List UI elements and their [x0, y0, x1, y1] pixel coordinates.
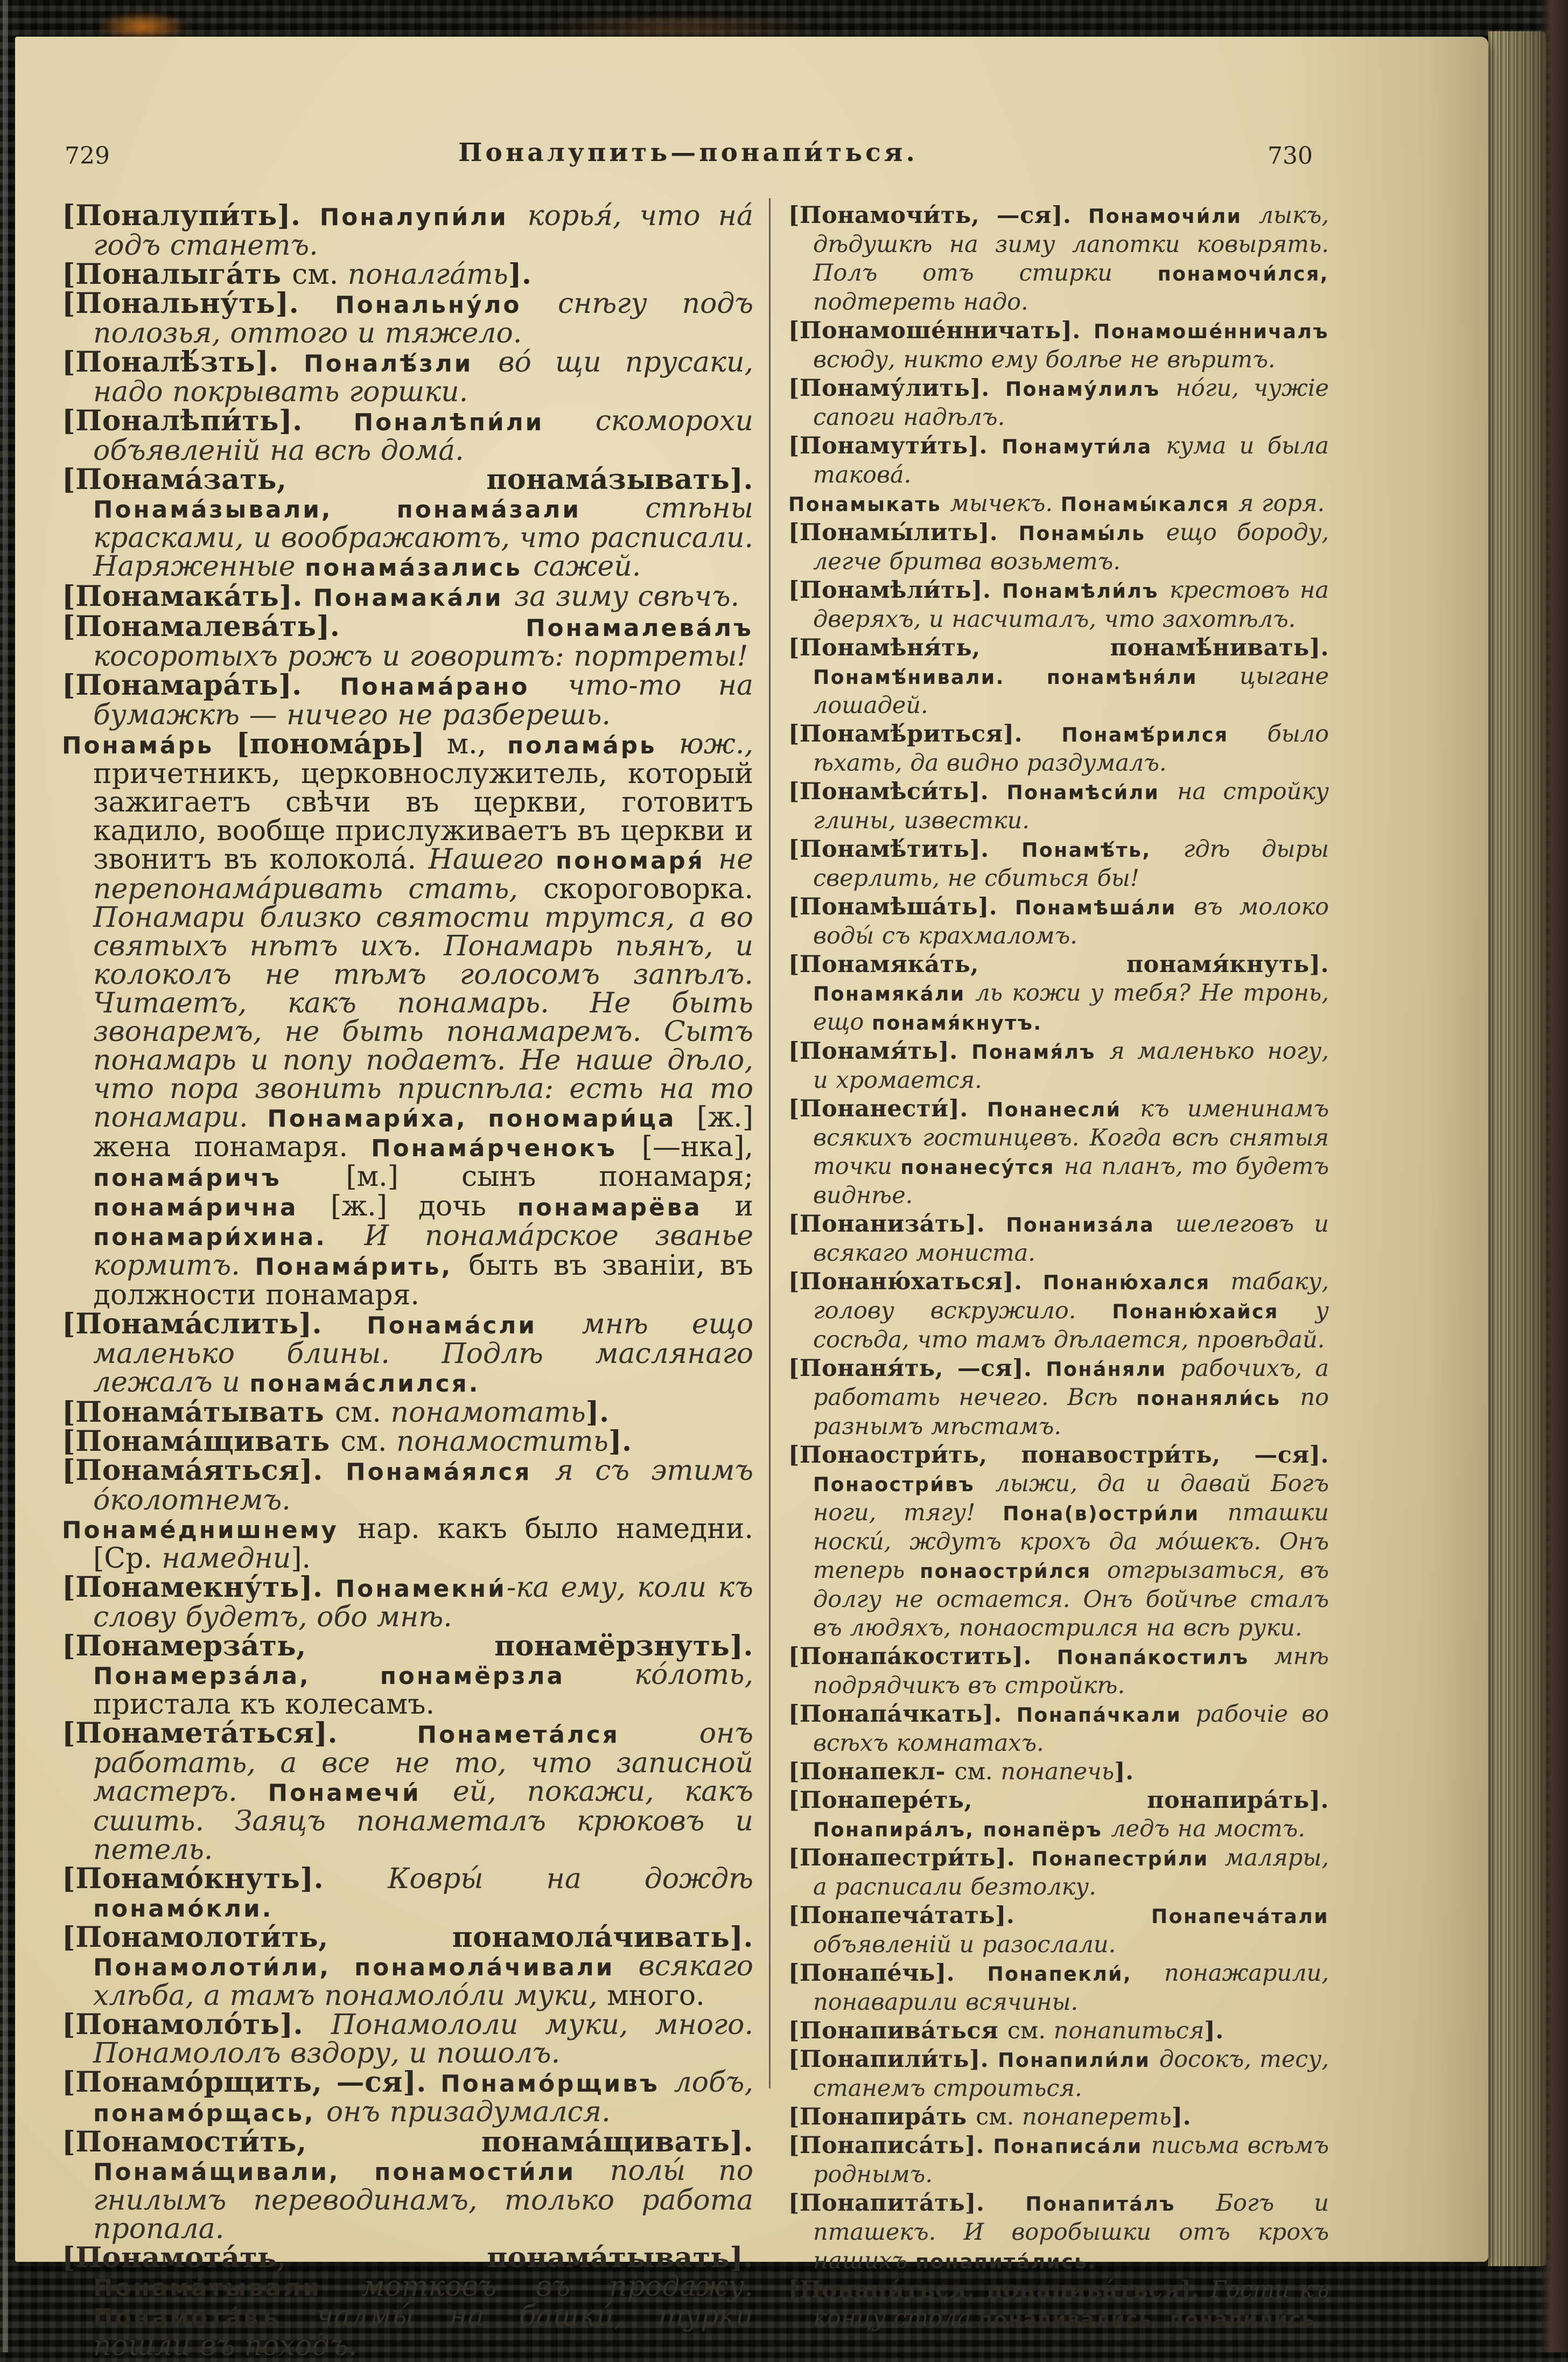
- entry-headword: [Понамекну́ть].: [62, 1571, 335, 1604]
- entry-boldword: Понама́зывали, понама́зали: [93, 496, 646, 523]
- entry-boldword: полама́рь: [507, 732, 680, 759]
- entry-boldword: Понама́рченокъ: [371, 1135, 642, 1162]
- dictionary-entry: [788, 1268, 1329, 1354]
- entry-boldword: понама́рична: [93, 1194, 331, 1221]
- entry-boldword: Понамоше́нничалъ: [1094, 320, 1329, 343]
- dictionary-entry: [788, 720, 1329, 778]
- entry-text: отгрызаться, въ долгу не остается. Онъ бойчѣе сталъ въ людяхъ, понаострился на всѣ руки.: [813, 1557, 1329, 1641]
- entry-text: понажарили, понаварили всячины.: [813, 1960, 1329, 2016]
- entry-text: пристала къ колесамъ.: [93, 1688, 435, 1721]
- entry-boldword: понамарёва: [517, 1194, 735, 1221]
- entry-boldword: Понамути́ла: [1002, 435, 1166, 458]
- entry-headword: ].: [1114, 1758, 1134, 1785]
- entry-text: понапечь: [1000, 1758, 1115, 1785]
- entry-text: [ж.] дочь: [331, 1190, 517, 1222]
- entry-headword: [Понаписа́ть].: [788, 2132, 993, 2159]
- dictionary-entry: [788, 1210, 1329, 1268]
- entry-text: мычекъ.: [950, 490, 1061, 517]
- entry-headword: [Понапере́ть, понапира́ть].: [788, 1787, 1329, 1814]
- entry-headword: [Понапи́ться, понапива́ться].: [788, 2276, 1211, 2303]
- entry-headword: [Поналѣпи́ть].: [62, 404, 354, 437]
- entry-headword: [Понамо́кнуть].: [62, 1862, 388, 1895]
- entry-text: понамотать: [390, 1396, 586, 1429]
- entry-boldword: Понама́тывали: [93, 2274, 362, 2302]
- entry-headword: [Понамѣня́ть, понамѣ́нивать].: [788, 634, 1329, 661]
- dictionary-entry: [788, 519, 1329, 576]
- entry-boldword: Понамѣ́ть,: [1021, 838, 1184, 862]
- entry-boldword: Понапа́чкали: [1016, 1703, 1196, 1727]
- dictionary-entry: [788, 317, 1329, 374]
- dictionary-entry: [788, 1095, 1329, 1210]
- dictionary-entry: [788, 2103, 1329, 2132]
- entry-text: ко́лоть,: [634, 1659, 753, 1691]
- entry-text: понапиться: [1053, 2017, 1205, 2044]
- entry-boldword: Понапа́костилъ: [1056, 1646, 1275, 1669]
- entry-text: снѣгу подъ полозья, оттого и тяжело.: [93, 288, 753, 350]
- entry-headword: [Понапестри́ть].: [788, 1844, 1032, 1871]
- entry-text: пташки носки́, ждутъ крохъ да мо́шекъ. Онъ теперь: [813, 1499, 1329, 1584]
- column-divider-rule: [769, 198, 771, 2088]
- entry-boldword: Понанесли́: [987, 1098, 1140, 1121]
- dictionary-entry: [788, 893, 1329, 951]
- dictionary-entry: [62, 2010, 753, 2068]
- entry-boldword: Понамочи́ли: [1088, 205, 1259, 228]
- dictionary-entry: [62, 260, 753, 289]
- entry-text: я маленько ногу, и хромается.: [813, 1038, 1329, 1094]
- entry-headword: [Понанести́].: [788, 1095, 987, 1122]
- entry-headword: [Поналыга́ть: [62, 258, 292, 291]
- entry-boldword: Понамари́ха, пономари́ца: [267, 1105, 697, 1133]
- entry-text: косоротыхъ рожъ и говоритъ: портреты!: [93, 640, 748, 673]
- entry-text: чалмы́ на башки́, турки пошли въ походъ.: [93, 2300, 753, 2362]
- entry-boldword: Понамы́кался: [1060, 493, 1238, 516]
- entry-boldword: Понама́рь: [62, 732, 236, 759]
- entry-text: быть въ званіи, въ должности понамаря.: [93, 1249, 753, 1311]
- entry-text: Ковры́ на дождѣ: [388, 1863, 753, 1895]
- entry-boldword: Понамо́рщивъ: [440, 2070, 674, 2098]
- entry-headword: ].: [585, 1396, 610, 1429]
- dictionary-entry: [62, 612, 753, 671]
- dictionary-entry: [62, 2241, 753, 2362]
- entry-headword: [Понамѣси́ть].: [788, 778, 1007, 805]
- entry-boldword: Понамя́лъ: [971, 1040, 1110, 1064]
- dictionary-entry: [62, 1515, 753, 1573]
- entry-headword: [Понапа́костить].: [788, 1643, 1057, 1670]
- entry-text: м.,: [446, 728, 507, 760]
- book-cover-edge: [1541, 0, 1568, 2352]
- entry-boldword: Понаню́хайся: [1112, 1300, 1316, 1323]
- entry-headword: [Понамя́ть].: [788, 1038, 972, 1065]
- entry-boldword: Понамѣша́ли: [1014, 896, 1194, 919]
- entry-boldword: Понапили́ли: [998, 2049, 1159, 2072]
- entry-text: но́ги, чужіе сапоги надѣлъ.: [813, 375, 1329, 431]
- entry-boldword: Понамѣли́лъ: [1002, 579, 1170, 603]
- entry-text: что-то на бумажкѣ — ничего не разберешь.: [93, 669, 754, 731]
- dictionary-entry: [62, 2068, 753, 2128]
- entry-text: Богъ и пташекъ. И воробышки отъ крохъ нашихъ: [813, 2190, 1329, 2274]
- entry-headword: ].: [1204, 2017, 1224, 2044]
- entry-text: онъ работать, а все не то, что записной мастеръ.: [93, 1717, 753, 1808]
- entry-text: мотковъ въ продажу.: [361, 2270, 753, 2303]
- entry-text: не перепонама́ривать стать,: [93, 843, 753, 905]
- dictionary-entry: [788, 778, 1329, 835]
- entry-headword: [Понамалева́ть].: [62, 610, 526, 643]
- entry-text: за зиму свѣчъ.: [514, 581, 740, 613]
- entry-boldword: Понама́щивали, понамости́ли: [93, 2158, 610, 2186]
- entry-text: въ молоко воды́ съ крахмаломъ.: [813, 893, 1329, 949]
- entry-text: понамостить: [396, 1425, 608, 1458]
- entry-text: ].: [291, 1542, 311, 1575]
- dictionary-entry: [62, 730, 753, 1310]
- dictionary-entry: [788, 432, 1329, 490]
- entry-text: на стройку глины, известки.: [813, 778, 1329, 834]
- entry-text: было ѣхать, да видно раздумалъ.: [813, 721, 1329, 777]
- entry-boldword: Понаму́лилъ: [1005, 378, 1176, 401]
- entry-boldword: Понамѣ́нивали. понамѣня́ли: [813, 666, 1240, 689]
- entry-boldword: понамари́хина.: [93, 1224, 365, 1251]
- entry-text: см.: [976, 2104, 1022, 2130]
- entry-boldword: понапива́лись, понапили́сь.: [978, 2308, 1325, 2331]
- entry-text: -ка ему, коли къ слову будетъ, обо мнѣ.: [93, 1571, 754, 1633]
- entry-boldword: Понамалева́лъ: [526, 614, 753, 642]
- entry-text: всякаго хлѣба, а тамъ понамоло́ли муки,: [93, 1950, 753, 2012]
- dictionary-entry: [62, 465, 753, 582]
- entry-text: лыкъ, дѣдушкѣ на зиму лапотки ковырять. Полъ отъ стирки: [813, 202, 1329, 286]
- entry-text: я горя.: [1238, 490, 1325, 517]
- dictionary-entry: [788, 1786, 1329, 1844]
- entry-boldword: понама́ричъ: [93, 1164, 346, 1192]
- entry-text: къ именинамъ всякихъ гостинцевъ. Когда всѣ снятыя точки: [813, 1095, 1329, 1180]
- dictionary-entry: [62, 348, 753, 407]
- entry-boldword: Понапекли́,: [987, 1962, 1164, 1986]
- entry-text: нар. какъ было намедни. [Ср.: [93, 1513, 753, 1575]
- entry-headword: [Понама́слить].: [62, 1308, 367, 1340]
- dictionary-entry: [788, 201, 1329, 317]
- entry-headword: [Понамости́ть, понама́щивать].: [62, 2126, 753, 2158]
- dictionary-entry: [788, 2189, 1329, 2276]
- entry-text: онъ призадумался.: [326, 2096, 611, 2128]
- entry-headword: [Понамѣ́тить].: [788, 836, 1022, 863]
- entry-headword: [Понамоло́ть].: [62, 2008, 331, 2041]
- entry-text: см.: [340, 1425, 396, 1458]
- entry-headword: [Понама́щивать: [62, 1425, 341, 1458]
- dictionary-entry: [788, 1844, 1329, 1902]
- entry-text: И понама́рское званье кормитъ.: [93, 1220, 753, 1282]
- entry-text: письма всѣмъ роднымъ.: [813, 2132, 1329, 2188]
- entry-text: [—нка],: [641, 1131, 753, 1163]
- entry-headword: [Понапеча́тать].: [788, 1902, 1152, 1929]
- entry-text: у сосѣда, что тамъ дѣлается, провѣдай.: [813, 1297, 1329, 1353]
- entry-boldword: понанесу́тся: [900, 1156, 1064, 1179]
- entry-text: [м.] сынъ понамаря;: [346, 1161, 753, 1193]
- dictionary-entry: [788, 1902, 1329, 1959]
- entry-boldword: Пона́няли: [1046, 1358, 1181, 1381]
- entry-text: Понамари близко святости трутся, а во святыхъ нѣтъ ихъ. Понамарь пьянъ, и колоколъ не тѣмъ голосомъ запѣлъ. Читаетъ, какъ понамарь. Не быть звонаремъ, не быть понамаремъ. Сытъ понамарь и попу подаетъ. Не наше дѣло, что пора звонить приспѣла: есть на то понамари.: [93, 902, 753, 1134]
- dictionary-entry: [788, 374, 1329, 432]
- dictionary-entry: [788, 2045, 1329, 2103]
- dictionary-entry: [62, 1719, 753, 1864]
- entry-headword: [Понапе́чь].: [788, 1960, 988, 1987]
- entry-text: Нашего: [428, 843, 556, 876]
- entry-headword: [Понаню́хаться].: [788, 1268, 1043, 1295]
- entry-headword: [Понапива́ться: [788, 2017, 1007, 2044]
- entry-boldword: понама́слился.: [249, 1370, 480, 1397]
- entry-boldword: Понамяка́ли: [813, 982, 976, 1005]
- dictionary-entry: [788, 2132, 1329, 2189]
- entry-boldword: Понамы́ль: [1018, 522, 1166, 545]
- dictionary-entry: [62, 289, 753, 348]
- entry-text: во́ щи прусаки, надо покрывать горшки.: [93, 346, 753, 408]
- entry-text: по разнымъ мѣстамъ.: [813, 1384, 1329, 1440]
- running-title: Поналупить—понапи́ться.: [458, 138, 918, 167]
- entry-text: всюду, никто ему болѣе не вѣритъ.: [813, 346, 1276, 373]
- entry-text: и: [734, 1190, 753, 1222]
- dictionary-entry: [62, 671, 753, 730]
- entry-text: мнѣ подрядчикъ въ стройкѣ.: [813, 1643, 1329, 1699]
- entry-text: цыгане лошадей.: [813, 663, 1329, 719]
- dictionary-entry: [788, 1354, 1329, 1441]
- entry-text: стѣны красками, и воображаютъ, что расписали. Наряженные: [93, 492, 753, 583]
- entry-boldword: Понапеча́тали: [1151, 1905, 1329, 1928]
- entry-text: табаку, голову вскружило.: [813, 1268, 1329, 1324]
- entry-headword: [Понаму́лить].: [788, 375, 1005, 402]
- entry-boldword: Понамолоти́ли, понамола́чивали: [93, 1954, 639, 1981]
- entry-boldword: понамочи́лся,: [1157, 262, 1329, 285]
- entry-boldword: Пона(в)остри́ли: [1003, 1502, 1228, 1525]
- dictionary-entry: [62, 1398, 753, 1427]
- entry-headword: [Поналупи́ть].: [62, 199, 320, 232]
- entry-boldword: понамя́кнутъ.: [872, 1011, 1042, 1035]
- entry-text: ещо бороду, легче бритва возьметъ.: [813, 519, 1329, 575]
- entry-text: на планъ, то будетъ виднѣе.: [813, 1153, 1329, 1209]
- entry-text: причетникъ, церковнослужитель, который зажигаетъ свѣчи въ церкви, готовитъ кадило, вообще прислуживаетъ въ церкви и звонитъ въ колокола́.: [93, 758, 753, 876]
- entry-text: намедни: [162, 1542, 291, 1575]
- entry-text: скоморохи объявленій на всѣ дома́.: [93, 405, 753, 467]
- entry-boldword: Понаниза́ла: [1006, 1213, 1175, 1236]
- entry-boldword: Понама́сли: [367, 1312, 582, 1339]
- dictionary-entry: [62, 1573, 753, 1632]
- entry-headword: [понома́рь]: [236, 728, 447, 760]
- entry-text: поналга́ть: [347, 258, 508, 291]
- entry-text: Понамололи муки, много. Понамололъ вздору, и пошолъ.: [93, 2009, 753, 2070]
- dictionary-entry: [62, 201, 753, 260]
- dictionary-entry: [62, 1310, 753, 1398]
- entry-headword: [Понамѣша́ть].: [788, 893, 1015, 920]
- entry-boldword: Понамѣ́рился: [1061, 723, 1268, 746]
- dictionary-entry: [788, 1643, 1329, 1700]
- dictionary-page: [15, 37, 1488, 2362]
- entry-boldword: понаостри́лся: [920, 1560, 1107, 1583]
- entry-boldword: Поналупи́ли: [319, 204, 528, 231]
- entry-headword: [Понаостри́ть, понавостри́ть, —ся].: [788, 1442, 1329, 1469]
- entry-boldword: Понамота́въ: [93, 2304, 317, 2331]
- entry-text: полы́ по гнилымъ переводинамъ, только работа пропала.: [93, 2155, 753, 2245]
- entry-boldword: Поналѣпи́ли: [353, 409, 596, 436]
- entry-boldword: понапита́лись.: [915, 2250, 1097, 2273]
- column-left: [62, 201, 753, 2360]
- entry-boldword: Понамака́ли: [313, 584, 514, 612]
- entry-text: [ж.] жена понамаря.: [93, 1101, 753, 1163]
- entry-text: рабочіе во всѣхъ комнатахъ.: [813, 1701, 1329, 1757]
- entry-text: кума и была такова́.: [813, 432, 1329, 488]
- entry-boldword: понаняли́сь: [1136, 1387, 1300, 1410]
- entry-boldword: Понамекни́: [335, 1575, 507, 1603]
- page-number-left: 729: [65, 142, 110, 170]
- dictionary-entry: [788, 1758, 1329, 1786]
- dictionary-entry: [62, 582, 753, 612]
- entry-headword: [Понама́зать, понама́зывать].: [62, 463, 753, 496]
- dictionary-entry: [62, 2128, 753, 2244]
- entry-boldword: Понамыкать: [788, 493, 950, 516]
- entry-boldword: Понама́рано: [340, 673, 568, 701]
- entry-headword: [Понамерза́ть, понамёрзнуть].: [62, 1630, 753, 1662]
- dictionary-entry: [788, 576, 1329, 634]
- entry-text: подтереть надо.: [813, 289, 1028, 316]
- entry-headword: [Понама́яться].: [62, 1454, 346, 1487]
- entry-text: я съ этимъ о́колотнемъ.: [93, 1455, 754, 1517]
- dictionary-entry: [788, 951, 1329, 1037]
- dictionary-entry: [62, 1923, 753, 2010]
- entry-headword: [Понамоше́нничать].: [788, 317, 1094, 344]
- entry-boldword: Понапира́лъ, понапёръ: [813, 1818, 1111, 1841]
- dictionary-entry: [788, 1959, 1329, 2017]
- entry-headword: [Понамота́ть, понама́тывать].: [62, 2241, 753, 2274]
- dictionary-entry: [788, 490, 1329, 519]
- dictionary-entry: [62, 404, 753, 467]
- column-right: [788, 201, 1329, 2333]
- entry-text: юж.,: [679, 728, 753, 760]
- entry-boldword: Понамерза́ла, понамёрзла: [93, 1662, 635, 1690]
- entry-headword: [Понапекл-: [788, 1758, 955, 1785]
- entry-text: ей, покажи, какъ сшить. Заяцъ понаметалъ крюковъ и петель.: [93, 1776, 753, 1866]
- entry-headword: [Понамочи́ть, —ся].: [788, 202, 1088, 229]
- entry-text: маляры, а расписали безтолку.: [813, 1844, 1329, 1900]
- entry-headword: [Понамути́ть].: [788, 432, 1002, 459]
- dictionary-entry: [788, 1037, 1329, 1095]
- entry-headword: [Понамяка́ть, понамя́кнуть].: [788, 951, 1329, 978]
- dictionary-entry: [788, 2276, 1329, 2333]
- entry-headword: [Пональну́ть].: [62, 287, 335, 320]
- entry-text: понапереть: [1021, 2104, 1172, 2130]
- entry-text: гдѣ дыры сверлить, не сбиться бы!: [813, 836, 1329, 892]
- entry-headword: [Понаниза́ть].: [788, 1211, 1006, 1238]
- entry-text: ль кожи у тебя? Не тронь, ещо: [813, 980, 1329, 1036]
- entry-headword: [Понамака́ть].: [62, 580, 313, 613]
- entry-headword: [Понамы́лить].: [788, 519, 1019, 546]
- entry-boldword: понама́зались: [305, 554, 534, 582]
- entry-headword: ].: [608, 1425, 632, 1458]
- dictionary-entry: [62, 1632, 753, 1719]
- entry-text: мнѣ ещо маленько блины. Подлѣ маслянаго лежалъ и: [93, 1308, 753, 1399]
- entry-text: крестовъ на дверяхъ, и насчиталъ, что захотѣлъ.: [813, 577, 1329, 633]
- entry-boldword: Понамечи́: [268, 1779, 453, 1807]
- dictionary-entry: [62, 1864, 753, 1923]
- entry-text: скороговорка.: [543, 873, 753, 905]
- entry-boldword: Понапита́лъ: [1025, 2192, 1216, 2216]
- entry-text: см.: [292, 258, 348, 291]
- entry-boldword: Понаостри́въ: [813, 1473, 996, 1496]
- entry-text: много.: [607, 1980, 705, 2012]
- entry-boldword: Понаписа́ли: [993, 2135, 1151, 2158]
- entry-headword: [Понапита́ть].: [788, 2190, 1026, 2217]
- entry-headword: [Понапа́чкать].: [788, 1701, 1017, 1728]
- entry-boldword: Понапестри́ли: [1031, 1847, 1225, 1870]
- entry-text: Гости къ концу стола: [813, 2276, 1329, 2332]
- entry-boldword: Понамета́лся: [417, 1721, 699, 1749]
- entry-text: см.: [954, 1758, 1001, 1785]
- entry-headword: [Понама́тывать: [62, 1396, 335, 1429]
- entry-headword: [Понапили́ть].: [788, 2046, 998, 2073]
- entry-headword: [Понамѣ́риться].: [788, 721, 1062, 747]
- entry-headword: [Понамолоти́ть, понамола́чивать].: [62, 1921, 753, 1954]
- entry-text: рабочихъ, а работать нечего. Всѣ: [813, 1355, 1329, 1411]
- entry-boldword: Пональну́ло: [335, 291, 558, 319]
- entry-boldword: Понама́рить,: [255, 1253, 469, 1281]
- entry-headword: [Понамара́ть].: [62, 669, 340, 702]
- entry-text: досокъ, тесу, станемъ строиться.: [813, 2046, 1329, 2102]
- dictionary-entry: [788, 634, 1329, 720]
- dictionary-entry: [788, 2017, 1329, 2045]
- entry-text: см.: [1007, 2017, 1054, 2044]
- entry-headword: [Понамѣли́ть].: [788, 577, 1003, 604]
- dictionary-entry: [62, 1456, 753, 1515]
- entry-headword: [Понамета́ться].: [62, 1717, 417, 1750]
- entry-boldword: Понаме́днишнему: [62, 1517, 358, 1544]
- dictionary-entry: [788, 835, 1329, 893]
- entry-text: корья́, что на́ годъ станетъ.: [93, 200, 753, 262]
- entry-headword: [Поналѣ́зть].: [62, 346, 304, 379]
- entry-boldword: Понама́ялся: [346, 1458, 555, 1486]
- entry-text: объявленій и разослали.: [813, 1931, 1116, 1958]
- dictionary-entry: [62, 1427, 753, 1456]
- entry-boldword: пономаря́: [555, 847, 718, 875]
- entry-text: лыжи, да и давай Богъ ноги, тягу!: [813, 1470, 1329, 1526]
- entry-boldword: понамо́рщась,: [93, 2100, 326, 2127]
- dictionary-entry: [788, 1441, 1329, 1643]
- entry-headword: ].: [508, 258, 532, 291]
- entry-text: шелеговъ и всякаго мониста.: [813, 1211, 1329, 1267]
- photo-table-edge: [3, 0, 8, 2352]
- entry-text: ледъ на мостъ.: [1111, 1815, 1306, 1842]
- entry-text: лобъ,: [674, 2066, 753, 2099]
- entry-headword: [Понаня́ть, —ся].: [788, 1355, 1046, 1382]
- entry-text: см.: [334, 1396, 391, 1429]
- dictionary-entry: [788, 1700, 1329, 1758]
- entry-headword: [Понапира́ть: [788, 2104, 976, 2130]
- entry-boldword: Поналѣ́зли: [304, 350, 499, 378]
- entry-headword: ].: [1171, 2104, 1192, 2130]
- entry-headword: [Понамо́рщить, —ся].: [62, 2066, 441, 2099]
- page-number-right: 730: [1268, 142, 1313, 170]
- entry-boldword: Понамѣси́ли: [1006, 781, 1178, 804]
- entry-text: сажей.: [533, 550, 641, 583]
- entry-boldword: Понаню́хался: [1042, 1271, 1231, 1294]
- entry-boldword: понамо́кли.: [93, 1895, 274, 1923]
- book-fore-edge-pages: [1488, 31, 1546, 2266]
